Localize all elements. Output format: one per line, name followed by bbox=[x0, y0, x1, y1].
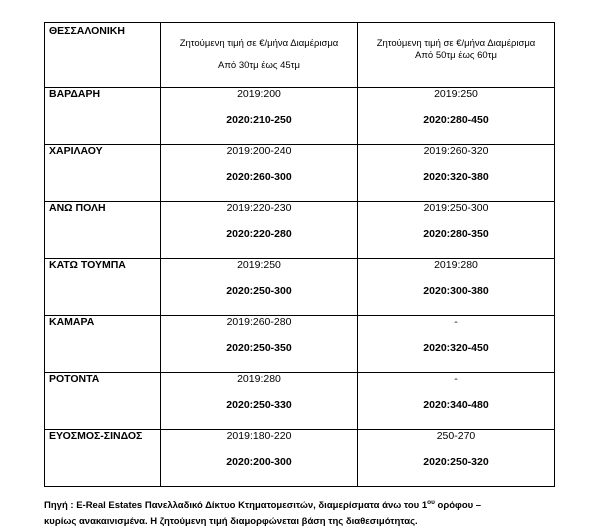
price-2020: 2020:250-300 bbox=[226, 285, 292, 297]
price-2020: 2020:280-350 bbox=[423, 228, 489, 240]
price-2019: 2019:280 bbox=[434, 259, 478, 271]
price-2019: 2019:200-240 bbox=[226, 145, 292, 157]
price-2019: 2019:250 bbox=[237, 259, 281, 271]
price-2020: 2020:250-320 bbox=[423, 456, 489, 468]
source-text-part2: ορόφου – bbox=[434, 500, 482, 512]
area-name: ΚΑΤΩ ΤΟΥΜΠΑ bbox=[45, 259, 161, 316]
table-row bbox=[45, 316, 555, 373]
table-row bbox=[45, 259, 555, 316]
price-2019: - bbox=[454, 373, 458, 385]
table-row bbox=[45, 202, 555, 259]
price-cell-large bbox=[358, 373, 555, 430]
price-2020: 2020:250-330 bbox=[226, 399, 292, 411]
column-header-subtitle: Από 50τμ έως 60τμ bbox=[415, 50, 497, 61]
price-2020: 2020:280-450 bbox=[423, 114, 489, 126]
source-text-line2: κυρίως ανακαινισμένα. Η ζητούμενη τιμή διαμορφώνεται βάση της διαθεσιμότητας. bbox=[44, 516, 418, 528]
price-2019: 2019:250-300 bbox=[423, 202, 489, 214]
column-header-title: Ζητούμενη τιμή σε €/μήνα Διαμέρισμα bbox=[376, 38, 536, 49]
area-name: ΧΑΡΙΛΑΟΥ bbox=[45, 145, 161, 202]
price-2019: 2019:250 bbox=[434, 88, 478, 100]
price-cell-large bbox=[358, 316, 555, 373]
price-cell-small bbox=[161, 316, 358, 373]
price-2019: 2019:280 bbox=[237, 373, 281, 385]
price-2019: 250-270 bbox=[436, 430, 476, 442]
price-2019: 2019:200 bbox=[237, 88, 281, 100]
table-row bbox=[45, 430, 555, 487]
price-cell-small bbox=[161, 202, 358, 259]
area-name: ΑΝΩ ΠΟΛΗ bbox=[45, 202, 161, 259]
price-cell-large bbox=[358, 202, 555, 259]
price-2020: 2020:340-480 bbox=[423, 399, 489, 411]
price-2020: 2020:210-250 bbox=[226, 114, 292, 126]
price-cell-large bbox=[358, 430, 555, 487]
price-2020: 2020:220-280 bbox=[226, 228, 292, 240]
area-name: ΡΟΤΟΝΤΑ bbox=[45, 373, 161, 430]
price-cell-small bbox=[161, 88, 358, 145]
price-2019: 2019:260-320 bbox=[423, 145, 489, 157]
price-cell-large bbox=[358, 259, 555, 316]
source-text-part1: Πηγή : E-Real Estates Πανελλαδικό Δίκτυο Κτηματομεσιτών, διαμερίσματα άνω του 1 bbox=[44, 500, 428, 512]
area-name: ΒΑΡΔΑΡΗ bbox=[45, 88, 161, 145]
price-2019: 2019:180-220 bbox=[226, 430, 292, 442]
price-cell-large bbox=[358, 88, 555, 145]
document bbox=[44, 22, 554, 530]
area-name: ΚΑΜΑΡΑ bbox=[45, 316, 161, 373]
table-row bbox=[45, 145, 555, 202]
price-2020: 2020:250-350 bbox=[226, 342, 292, 354]
price-cell-small bbox=[161, 145, 358, 202]
source-superscript: ου bbox=[427, 499, 435, 506]
price-cell-small bbox=[161, 373, 358, 430]
table-header-row bbox=[45, 23, 555, 88]
area-name: ΕΥΟΣΜΟΣ-ΣΙΝΔΟΣ bbox=[45, 430, 161, 487]
city-header: ΘΕΣΣΑΛΟΝΙΚΗ bbox=[45, 23, 161, 88]
price-2019: - bbox=[454, 316, 458, 328]
column-header-subtitle: Από 30τμ έως 45τμ bbox=[218, 60, 300, 71]
table-row bbox=[45, 373, 555, 430]
source-note bbox=[44, 495, 564, 530]
price-2019: 2019:260-280 bbox=[226, 316, 292, 328]
price-2020: 2020:300-380 bbox=[423, 285, 489, 297]
column-header-large bbox=[358, 23, 555, 88]
price-2020: 2020:320-450 bbox=[423, 342, 489, 354]
price-cell-large bbox=[358, 145, 555, 202]
price-2019: 2019:220-230 bbox=[226, 202, 292, 214]
column-header-small bbox=[161, 23, 358, 88]
price-cell-small bbox=[161, 430, 358, 487]
price-2020: 2020:260-300 bbox=[226, 171, 292, 183]
price-2020: 2020:320-380 bbox=[423, 171, 489, 183]
rent-price-table bbox=[44, 22, 555, 487]
table-row bbox=[45, 88, 555, 145]
price-cell-small bbox=[161, 259, 358, 316]
column-header-title: Ζητούμενη τιμή σε €/μήνα Διαμέρισμα bbox=[179, 38, 339, 49]
price-2020: 2020:200-300 bbox=[226, 456, 292, 468]
